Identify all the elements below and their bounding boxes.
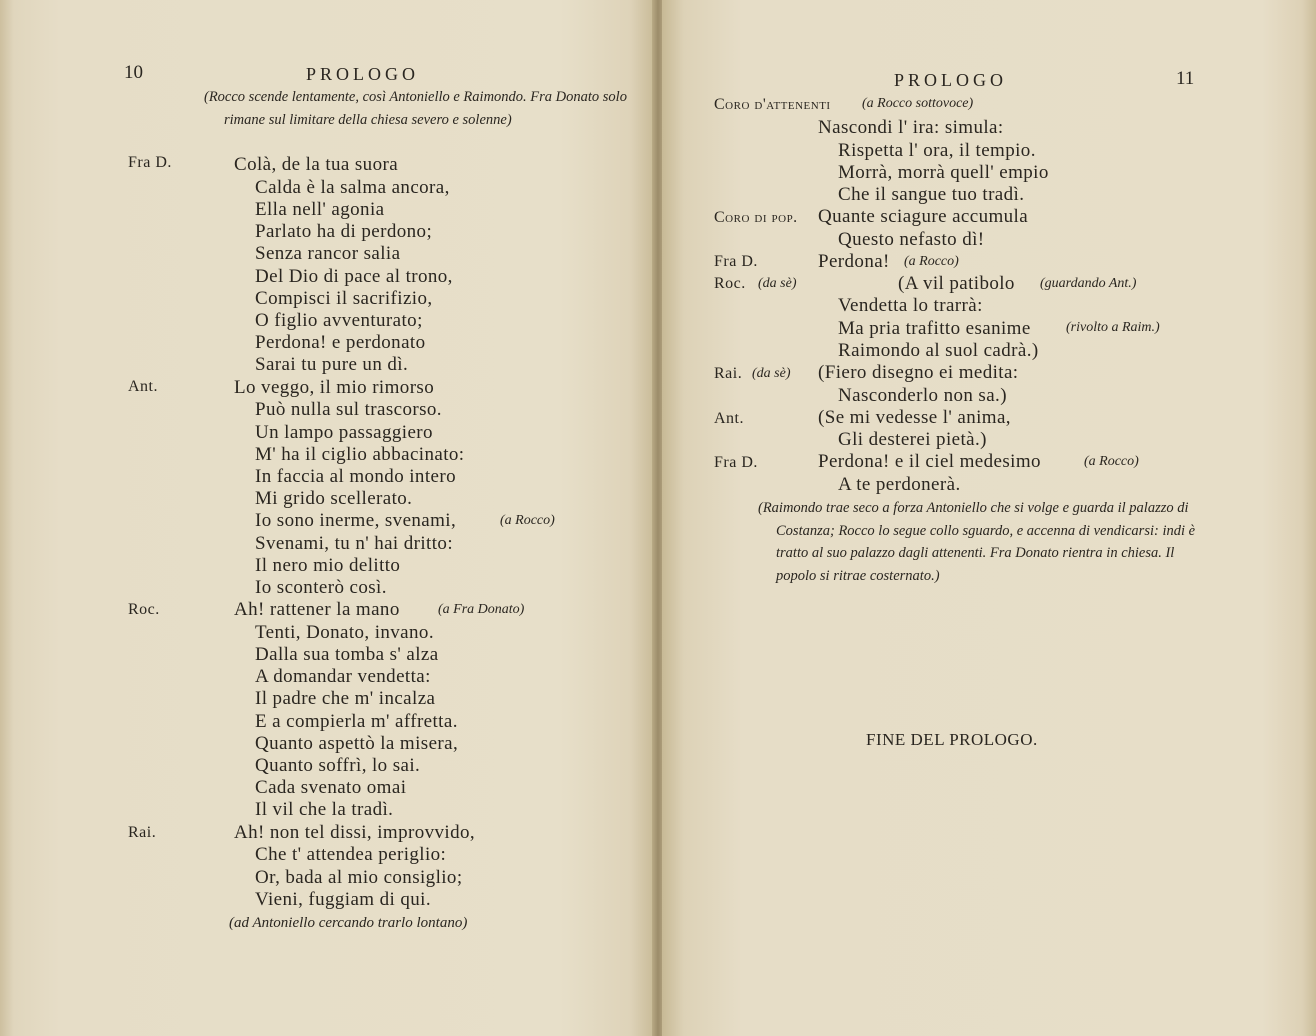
verse-line: Io sono inerme, svenami,	[255, 510, 457, 531]
verse-line: E a compierla m' affretta.	[255, 711, 458, 732]
speaker-raimondo: Rai.	[714, 365, 743, 382]
verse-line: Gli desterei pietà.)	[838, 429, 987, 450]
verse-line: Il vil che la tradì.	[255, 799, 394, 820]
verse-line: Il nero mio delitto	[255, 555, 401, 576]
page-number-right: 11	[1176, 68, 1195, 89]
verse-line: Che t' attendea periglio:	[255, 844, 447, 865]
verse-line: Nasconderlo non sa.)	[838, 385, 1007, 406]
speaker-fra-donato: Fra D.	[128, 154, 172, 171]
verse-line: Un lampo passaggiero	[255, 422, 433, 443]
verse-line: Vendetta lo trarrà:	[838, 295, 983, 316]
speaker-raimondo: Rai.	[128, 824, 157, 841]
verse-line: (Se mi vedesse l' anima,	[818, 407, 1011, 428]
aside-a-fra-donato: (a Fra Donato)	[438, 602, 525, 617]
verse-line: Perdona! e perdonato	[255, 332, 426, 353]
end-of-prologue: FINE DEL PROLOGO.	[866, 730, 1038, 749]
verse-line: Ella nell' agonia	[255, 199, 385, 220]
verse-line: Raimondo al suol cadrà.)	[838, 340, 1039, 361]
verse-line: Colà, de la tua suora	[234, 154, 399, 175]
aside-da-se: (da sè)	[758, 276, 797, 291]
verse-line: Sarai tu pure un dì.	[255, 354, 409, 375]
running-head-left: PROLOGO	[306, 64, 420, 84]
verse-line: Or, bada al mio consiglio;	[255, 867, 463, 888]
verse-line: Il padre che m' incalza	[255, 688, 436, 709]
running-head-right: PROLOGO	[894, 70, 1008, 90]
speaker-antoniello: Ant.	[714, 410, 744, 427]
speaker-rocco: Roc.	[714, 275, 746, 292]
verse-line: Tenti, Donato, invano.	[255, 622, 434, 643]
speaker-fra-donato: Fra D.	[714, 253, 758, 270]
verse-line: In faccia al mondo intero	[255, 466, 456, 487]
verse-line: O figlio avventurato;	[255, 310, 423, 331]
verse-line: M' ha il ciglio abbacinato:	[255, 444, 465, 465]
stage-direction-top: (Rocco scende lentamente, così Antoniello e Raimondo. Fra Donato solo rimane sul limitare della chiesa severo e solenne)	[204, 89, 627, 128]
speaker-rocco: Roc.	[128, 601, 160, 618]
verse-line: Ma pria trafitto esanime	[838, 318, 1031, 339]
verse-line: Compisci il sacrifizio,	[255, 288, 433, 309]
speaker-fra-donato: Fra D.	[714, 454, 758, 471]
aside-guardando-ant: (guardando Ant.)	[1040, 276, 1137, 291]
speaker-coro-popolo: Coro di pop.	[714, 209, 798, 226]
aside-rivolto-a-raim: (rivolto a Raim.)	[1066, 320, 1160, 335]
verse-line: Nascondi l' ira: simula:	[818, 117, 1004, 138]
speaker-antoniello: Ant.	[128, 378, 158, 395]
verse-line: Perdona!	[818, 251, 890, 272]
aside-a-rocco-sottovoce: (a Rocco sottovoce)	[862, 96, 974, 111]
verse-line: Che il sangue tuo tradì.	[838, 184, 1025, 205]
verse-line: Vieni, fuggiam di qui.	[255, 889, 431, 910]
aside-a-rocco: (a Rocco)	[904, 254, 959, 269]
right-page	[662, 0, 1316, 1036]
page-number-left: 10	[124, 62, 143, 83]
verse-line: (A vil patibolo	[898, 273, 1015, 294]
verse-line: (Fiero disegno ei medita:	[818, 362, 1019, 383]
verse-line: Può nulla sul trascorso.	[255, 399, 442, 420]
verse-line: Io sconterò così.	[255, 577, 387, 598]
verse-line: Ah! non tel dissi, improvvido,	[234, 822, 476, 843]
aside-a-rocco: (a Rocco)	[1084, 454, 1139, 469]
verse-line: Cada svenato omai	[255, 777, 407, 798]
verse-line: Morrà, morrà quell' empio	[838, 162, 1049, 183]
left-page	[0, 0, 654, 1036]
verse-line: Svenami, tu n' hai dritto:	[255, 533, 453, 554]
verse-line: Senza rancor salia	[255, 243, 401, 264]
aside-da-se: (da sè)	[752, 366, 791, 381]
verse-line: Ah! rattener la mano	[234, 599, 400, 620]
speaker-coro-attenenti: Coro d'attenenti	[714, 96, 831, 113]
verse-line: Quanto soffrì, lo sai.	[255, 755, 421, 776]
verse-line: Calda è la salma ancora,	[255, 177, 450, 198]
verse-line: Quante sciagure accumula	[818, 206, 1029, 227]
verse-line: Parlato ha di perdono;	[255, 221, 433, 242]
stage-direction-bottom: (ad Antoniello cercando trarlo lontano)	[229, 915, 468, 931]
verse-line: Lo veggo, il mio rimorso	[234, 377, 435, 398]
verse-line: Quanto aspettò la misera,	[255, 733, 459, 754]
aside-a-rocco: (a Rocco)	[500, 513, 555, 528]
verse-line: A domandar vendetta:	[255, 666, 431, 687]
verse-line: Del Dio di pace al trono,	[255, 266, 453, 287]
stage-direction: (Raimondo trae seco a forza Antoniello che si volge e guarda il palazzo di Costanza; Rocco lo segue collo sguardo, e accenna di vendicarsi: indi è tratto al suo palazzo dagli attenenti. Fra Donato rientra in chiesa. Il popolo si ritrae costernato.)	[758, 500, 1196, 584]
verse-line: A te perdonerà.	[838, 474, 961, 495]
verse-line: Questo nefasto dì!	[838, 229, 985, 250]
verse-line: Dalla sua tomba s' alza	[255, 644, 439, 665]
verse-line: Rispetta l' ora, il tempio.	[838, 140, 1036, 161]
verse-line: Mi grido scellerato.	[255, 488, 413, 509]
verse-line: Perdona! e il ciel medesimo	[818, 451, 1041, 472]
